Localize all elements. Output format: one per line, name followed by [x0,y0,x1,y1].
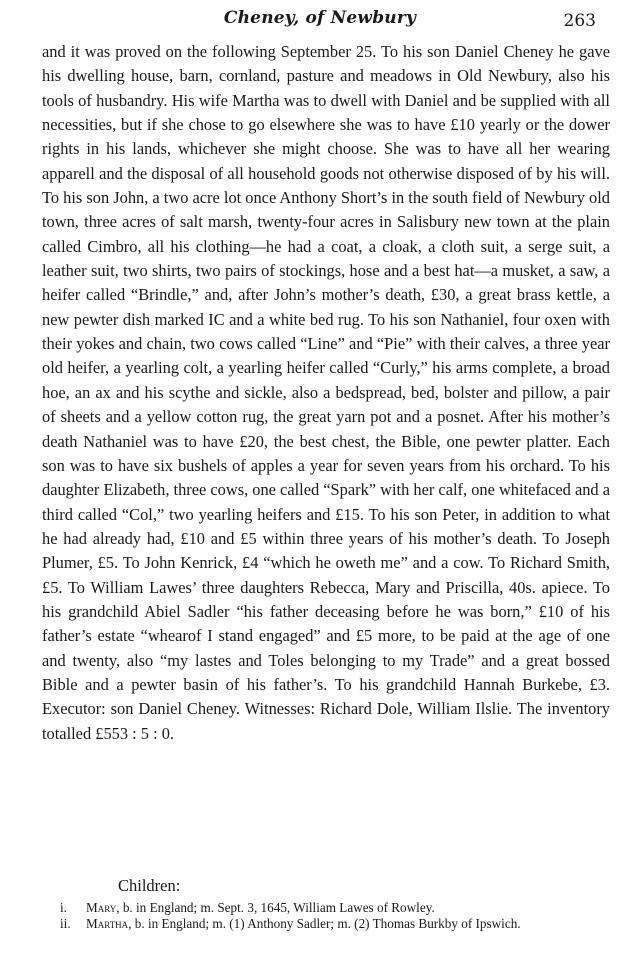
child-name: Mary [86,900,117,915]
child-details: , b. in England; m. Sept. 3, 1645, William Lawes of Rowley. [116,900,435,915]
running-title: Cheney, of Newbury [223,8,417,28]
child-name: Martha [86,916,129,931]
child-entry [60,900,612,916]
running-head [0,8,640,34]
children-heading: Children: [118,876,181,895]
child-numeral: ii. [60,916,71,931]
child-numeral: i. [60,900,67,915]
child-details: , b. in England; m. (1) Anthony Sadler; m. (2) Thomas Burkby of Ipswich. [128,916,521,931]
child-entry [60,916,612,932]
body-paragraph: and it was proved on the following September 25. To his son Daniel Cheney he gave his dwelling house, barn, cornland, pasture and meadows in Old Newbury, also his tools of husbandry. His wife Martha was to dwell with Daniel and be supplied with all necessities, but if she chose to go elsewhere she was to have £10 yearly or the dower rights in his lands, whichever she might choose. She was to have all her wearing apparell and the disposal of all household goods not otherwise disposed of by his will. To his son John, a two acre lot once Anthony Short’s in the south field of Newbury old town, three acres of salt marsh, twenty-four acres in Salisbury new town at the plain called Cimbro, all his clothing—he had a coat, a cloak, a cloth suit, a serge suit, a leather suit, two shirts, two pairs of stockings, hose and a best hat—a musket, a saw, a heifer called “Brindle,” and, after John’s mother’s death, £30, a great brass kettle, a new pewter dish marked IC and a white bed rug. To his son Nathaniel, four oxen with their yokes and chain, two cows called “Line” and “Pie” with their calves, a three year old heifer, a yearling colt, a yearling heifer called “Curly,” his arms complete, a broad hoe, an ax and his scythe and sickle, also a bedspread, bed, bolster and pillow, a pair of sheets and a yellow cotton rug, the great yarn pot and a posnet. After his mother’s death Nathaniel was to have £20, the best chest, the Bible, one pewter platter. Each son was to have six bushels of apples a year for seven years from his orchard. To his daughter Elizabeth, three cows, one called “Spark” with her calf, one whitefaced and a third called “Col,” two yearling heifers and £15. To his son Peter, in addition to what he had already had, £10 and £5 within three years of his mother’s death. To Joseph Plumer, £5. To John Kenrick, £4 “which he oweth me” and a cow. To Richard Smith, £5. To William Lawes’ three daughters Rebecca, Mary and Priscilla, 40s. apiece. To his grandchild Abiel Sadler “his father deceasing before he was born,” £10 of his father’s estate “whearof I stand engaged” and £5 more, to be paid at the age of one and twenty, also “my lastes and Toles belonging to my Trade” and a great bossed Bible and a pewter basin of his father’s. To his grandchild Hannah Burkebe, £3. Executor: son Daniel Cheney. Witnesses: Richard Dole, William Ilslie. The inventory totalled £553 : 5 : 0. [42,42,610,743]
page-number: 263 [563,11,596,31]
children-list [60,900,612,932]
